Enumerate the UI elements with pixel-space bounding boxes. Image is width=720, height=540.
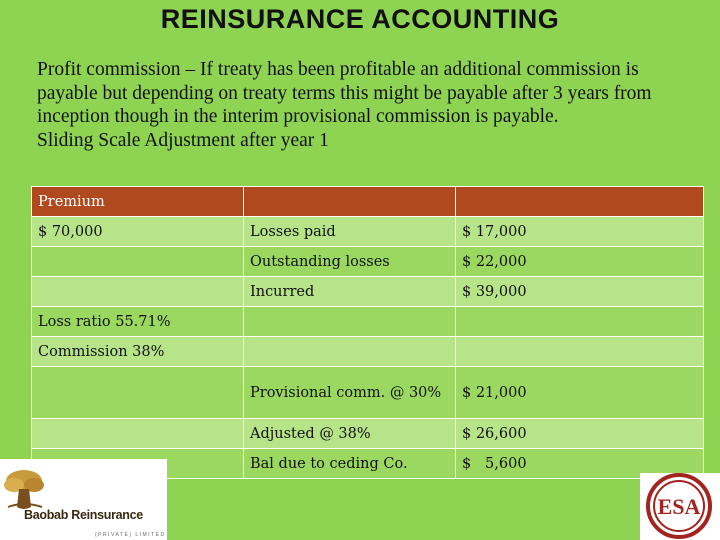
esa-seal-icon [640, 473, 720, 540]
table-cell [32, 419, 244, 449]
profit-commission-paragraph: Profit commission – If treaty has been profitable an additional commission is payable but depending on treaty terms this might be payable after 3 years from inception though in the interim provisional commission is payable. [37, 59, 652, 127]
table-cell: Adjusted @ 38% [244, 419, 456, 449]
slide-body [37, 58, 677, 152]
table-cell [32, 277, 244, 307]
table-cell: Provisional comm. @ 30% [244, 367, 456, 419]
header-cell [456, 187, 704, 217]
table-cell: $ 39,000 [456, 277, 704, 307]
table-cell [244, 337, 456, 367]
table-cell: $ 21,000 [456, 367, 704, 419]
accounting-table [31, 186, 704, 479]
table-row [32, 337, 704, 367]
table-cell [456, 307, 704, 337]
header-cell [244, 187, 456, 217]
esa-logo [640, 473, 720, 540]
table-cell: $ 17,000 [456, 217, 704, 247]
slide-title: REINSURANCE ACCOUNTING [160, 4, 560, 34]
table-cell: $ 22,000 [456, 247, 704, 277]
table-cell [244, 307, 456, 337]
table-row [32, 217, 704, 247]
table-row [32, 367, 704, 419]
table-cell: Outstanding losses [244, 247, 456, 277]
table-cell: $ 5,600 [456, 449, 704, 479]
table-cell: Losses paid [244, 217, 456, 247]
header-cell-premium: Premium [32, 187, 244, 217]
table-row [32, 277, 704, 307]
table-header-row [32, 187, 704, 217]
brand-name: Baobab Reinsurance [24, 508, 143, 522]
table-cell: Loss ratio 55.71% [32, 307, 244, 337]
table-cell: Commission 38% [32, 337, 244, 367]
table-cell [32, 247, 244, 277]
baobab-tree-icon [0, 459, 167, 540]
brand-subtitle: (PRIVATE) LIMITED [95, 532, 166, 538]
table-row [32, 307, 704, 337]
table-cell: Bal due to ceding Co. [244, 449, 456, 479]
table-cell: $ 70,000 [32, 217, 244, 247]
baobab-logo [0, 459, 167, 540]
sliding-scale-subheading: Sliding Scale Adjustment after year 1 [37, 129, 329, 151]
table-row [32, 247, 704, 277]
table-row [32, 419, 704, 449]
esa-mark-text: ESA [657, 494, 701, 519]
table-cell [456, 337, 704, 367]
table-cell [32, 367, 244, 419]
table-cell: $ 26,600 [456, 419, 704, 449]
table-cell: Incurred [244, 277, 456, 307]
